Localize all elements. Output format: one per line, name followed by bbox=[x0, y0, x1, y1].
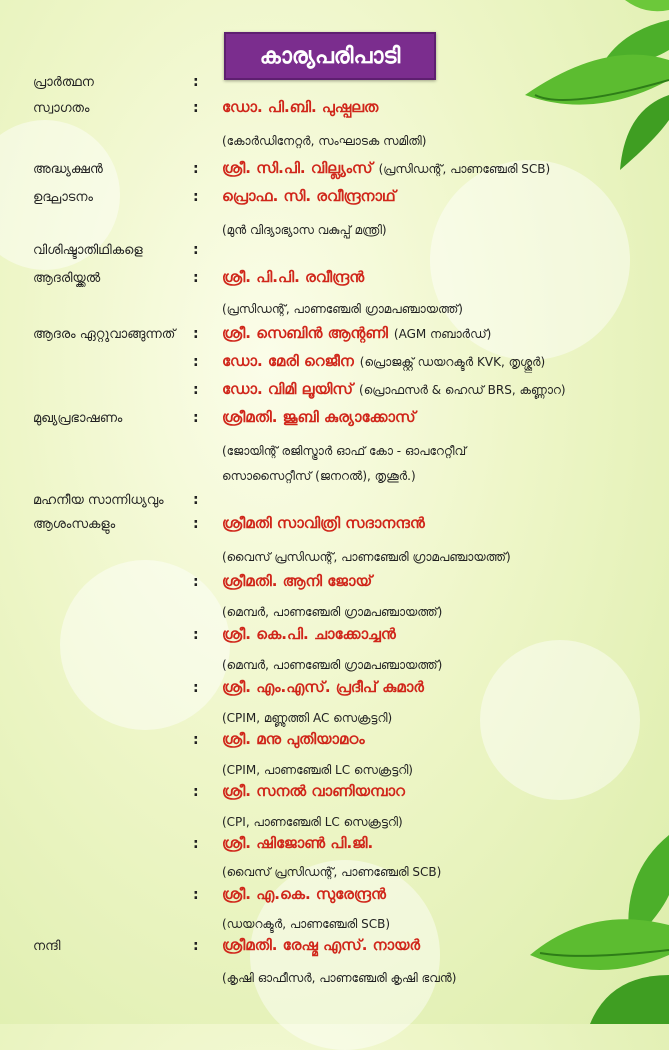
program-entry bbox=[0, 834, 669, 856]
speaker-name-text: ഡോ. പി.ബി. പുഷ്പലത bbox=[222, 98, 379, 116]
program-entry bbox=[0, 380, 669, 402]
role-label: ആദരം ഏറ്റുവാങ്ങുന്നത് bbox=[33, 327, 176, 342]
colon-separator: : bbox=[193, 784, 199, 800]
role-label: ആശംസകളും bbox=[33, 517, 116, 532]
program-entry bbox=[0, 324, 669, 346]
speaker-name bbox=[222, 936, 420, 954]
speaker-name bbox=[222, 834, 373, 852]
speaker-name bbox=[222, 159, 550, 177]
program-entry bbox=[0, 490, 669, 512]
designation-line bbox=[0, 914, 669, 936]
program-entry bbox=[0, 98, 669, 120]
speaker-name bbox=[222, 408, 416, 426]
program-entry bbox=[0, 240, 669, 262]
speaker-name-text: ശ്രീ. കെ.പി. ചാക്കോച്ചൻ bbox=[222, 625, 396, 643]
role-label: സ്വാഗതം bbox=[33, 101, 90, 116]
designation-line bbox=[0, 466, 669, 488]
designation-line bbox=[0, 968, 669, 990]
program-entry bbox=[0, 187, 669, 209]
role-label: വിശിഷ്ടാതിഥികളെ bbox=[33, 243, 143, 258]
designation-line bbox=[0, 655, 669, 677]
program-entry bbox=[0, 408, 669, 430]
role-label: പ്രാർത്ഥന bbox=[33, 75, 94, 90]
designation-line bbox=[0, 602, 669, 624]
speaker-name bbox=[222, 187, 396, 205]
speaker-name bbox=[222, 678, 424, 696]
role-label: ആദരിയ്ക്കൽ bbox=[33, 271, 101, 286]
colon-separator: : bbox=[193, 516, 199, 532]
colon-separator: : bbox=[193, 492, 199, 508]
colon-separator: : bbox=[193, 938, 199, 954]
speaker-name-text: ഡോ. മേരി റെജീന bbox=[222, 352, 354, 370]
speaker-name bbox=[222, 352, 545, 370]
role-label: നന്ദി bbox=[33, 939, 61, 954]
speaker-name-text: ശ്രീമതി സാവിത്രി സദാനന്ദൻ bbox=[222, 514, 425, 532]
speaker-designation: (മെമ്പർ, പാണഞ്ചേരി ഗ്രാമപഞ്ചായത്ത്) bbox=[222, 605, 443, 619]
program-entry bbox=[0, 730, 669, 752]
speaker-designation: (മുൻ വിദ്യാഭ്യാസ വകുപ്പ് മന്ത്രി) bbox=[222, 223, 387, 237]
speaker-name bbox=[222, 324, 491, 342]
speaker-designation: (പ്രസിഡന്റ്, പാണഞ്ചേരി SCB) bbox=[378, 162, 551, 176]
speaker-designation: (വൈസ് പ്രസിഡന്റ്, പാണഞ്ചേരി ഗ്രാമപഞ്ചായത്ത്) bbox=[222, 550, 511, 564]
speaker-designation: (CPIM, മണ്ണുത്തി AC സെക്രട്ടറി) bbox=[222, 711, 393, 725]
colon-separator: : bbox=[193, 836, 199, 852]
speaker-name bbox=[222, 782, 405, 800]
speaker-designation: (AGM നബാർഡ്) bbox=[393, 327, 492, 341]
speaker-designation: (കൃഷി ഓഫീസർ, പാണഞ്ചേരി കൃഷി ഭവൻ) bbox=[222, 971, 457, 985]
colon-separator: : bbox=[193, 732, 199, 748]
designation-line bbox=[0, 862, 669, 884]
speaker-name-text: ശ്രീമതി. ജൂബി കുര്യാക്കോസ് bbox=[222, 408, 416, 426]
designation-line bbox=[0, 547, 669, 569]
speaker-designation: (വൈസ് പ്രസിഡന്റ്, പാണഞ്ചേരി SCB) bbox=[222, 865, 442, 879]
colon-separator: : bbox=[193, 574, 199, 590]
speaker-designation: (പ്രൊഫസർ & ഹെഡ് BRS, കണ്ണാറ) bbox=[359, 383, 566, 397]
speaker-name bbox=[222, 572, 372, 590]
role-label: ഉദ്ഘാടനം bbox=[33, 190, 93, 205]
colon-separator: : bbox=[193, 326, 199, 342]
speaker-name-text: ശ്രീ. സെബിൻ ആന്റണി bbox=[222, 324, 388, 342]
speaker-name bbox=[222, 268, 364, 286]
speaker-name bbox=[222, 730, 365, 748]
colon-separator: : bbox=[193, 242, 199, 258]
program-entry bbox=[0, 72, 669, 94]
colon-separator: : bbox=[193, 354, 199, 370]
speaker-name-text: ശ്രീ. ഷിജോൺ പി.ജി. bbox=[222, 834, 374, 852]
designation-line bbox=[0, 708, 669, 730]
speaker-designation: (പ്രസിഡന്റ്, പാണഞ്ചേരി ഗ്രാമപഞ്ചായത്ത്) bbox=[222, 302, 463, 316]
speaker-designation: (CPIM, പാണഞ്ചേരി LC സെക്രട്ടറി) bbox=[222, 763, 413, 777]
speaker-designation: (CPI, പാണഞ്ചേരി LC സെക്രട്ടറി) bbox=[222, 815, 403, 829]
speaker-designation: (കോർഡിനേറ്റർ, സംഘാടക സമിതി) bbox=[222, 134, 427, 148]
colon-separator: : bbox=[193, 627, 199, 643]
designation-line bbox=[0, 441, 669, 463]
designation-line bbox=[0, 131, 669, 153]
program-entry bbox=[0, 514, 669, 536]
colon-separator: : bbox=[193, 270, 199, 286]
speaker-name-text: ശ്രീ. മനു പുതിയാമഠം bbox=[222, 730, 365, 748]
designation-line bbox=[0, 220, 669, 242]
colon-separator: : bbox=[193, 189, 199, 205]
program-entry bbox=[0, 352, 669, 374]
colon-separator: : bbox=[193, 74, 199, 90]
designation-line bbox=[0, 812, 669, 834]
program-entry bbox=[0, 936, 669, 958]
speaker-name-text: ശ്രീ. സി.പി. വില്ല്യംസ് bbox=[222, 159, 373, 177]
speaker-name-text: ശ്രീ. പി.പി. രവീന്ദ്രൻ bbox=[222, 268, 365, 286]
colon-separator: : bbox=[193, 410, 199, 426]
colon-separator: : bbox=[193, 382, 199, 398]
role-label: അദ്ധ്യക്ഷൻ bbox=[33, 162, 103, 177]
speaker-name-text: ശ്രീ. എം.എസ്. പ്രദീപ് കുമാർ bbox=[222, 678, 424, 696]
speaker-designation: (ജോയിന്റ് രജിസ്ട്രാർ ഓഫ് കോ - ഓപറേറ്റീവ് bbox=[222, 444, 467, 458]
program-title: കാര്യപരിപാടി bbox=[224, 32, 436, 80]
program-entry bbox=[0, 572, 669, 594]
program-entry bbox=[0, 159, 669, 181]
speaker-name bbox=[222, 98, 378, 116]
speaker-name bbox=[222, 380, 566, 398]
designation-line bbox=[0, 760, 669, 782]
speaker-designation: (മെമ്പർ, പാണഞ്ചേരി ഗ്രാമപഞ്ചായത്ത്) bbox=[222, 658, 443, 672]
colon-separator: : bbox=[193, 161, 199, 177]
speaker-name bbox=[222, 885, 386, 903]
program-entry bbox=[0, 678, 669, 700]
speaker-name-text: ഡോ. വിമി ലൂയിസ് bbox=[222, 380, 354, 398]
speaker-name-text: ശ്രീമതി. ആനി ജോയ് bbox=[222, 572, 373, 590]
colon-separator: : bbox=[193, 680, 199, 696]
role-label: മഹനീയ സാന്നിധ്യവും bbox=[33, 493, 164, 508]
speaker-name-text: ശ്രീ. എ.കെ. സുരേന്ദ്രൻ bbox=[222, 885, 386, 903]
program-entry bbox=[0, 782, 669, 804]
role-label: മുഖ്യപ്രഭാഷണം bbox=[33, 411, 123, 426]
speaker-name-text: പ്രൊഫ. സി. രവീന്ദ്രനാഥ് bbox=[222, 187, 396, 205]
speaker-designation: (പ്രൊജക്റ്റ് ഡയറക്ടർ KVK, തൃശ്ശൂർ) bbox=[359, 355, 546, 369]
designation-line bbox=[0, 299, 669, 321]
colon-separator: : bbox=[193, 887, 199, 903]
speaker-designation: സൊസൈറ്റീസ് (ജനറൽ), തൃശൂർ.) bbox=[222, 469, 416, 483]
program-entry bbox=[0, 625, 669, 647]
speaker-name bbox=[222, 514, 425, 532]
speaker-name-text: ശ്രീ. സനൽ വാണിയമ്പാറ bbox=[222, 782, 405, 800]
program-entry bbox=[0, 268, 669, 290]
colon-separator: : bbox=[193, 100, 199, 116]
speaker-name-text: ശ്രീമതി. രേഷ്മ എസ്. നായർ bbox=[222, 936, 420, 954]
program-entry bbox=[0, 885, 669, 907]
speaker-name bbox=[222, 625, 396, 643]
speaker-designation: (ഡയറക്ടർ, പാണഞ്ചേരി SCB) bbox=[222, 917, 391, 931]
